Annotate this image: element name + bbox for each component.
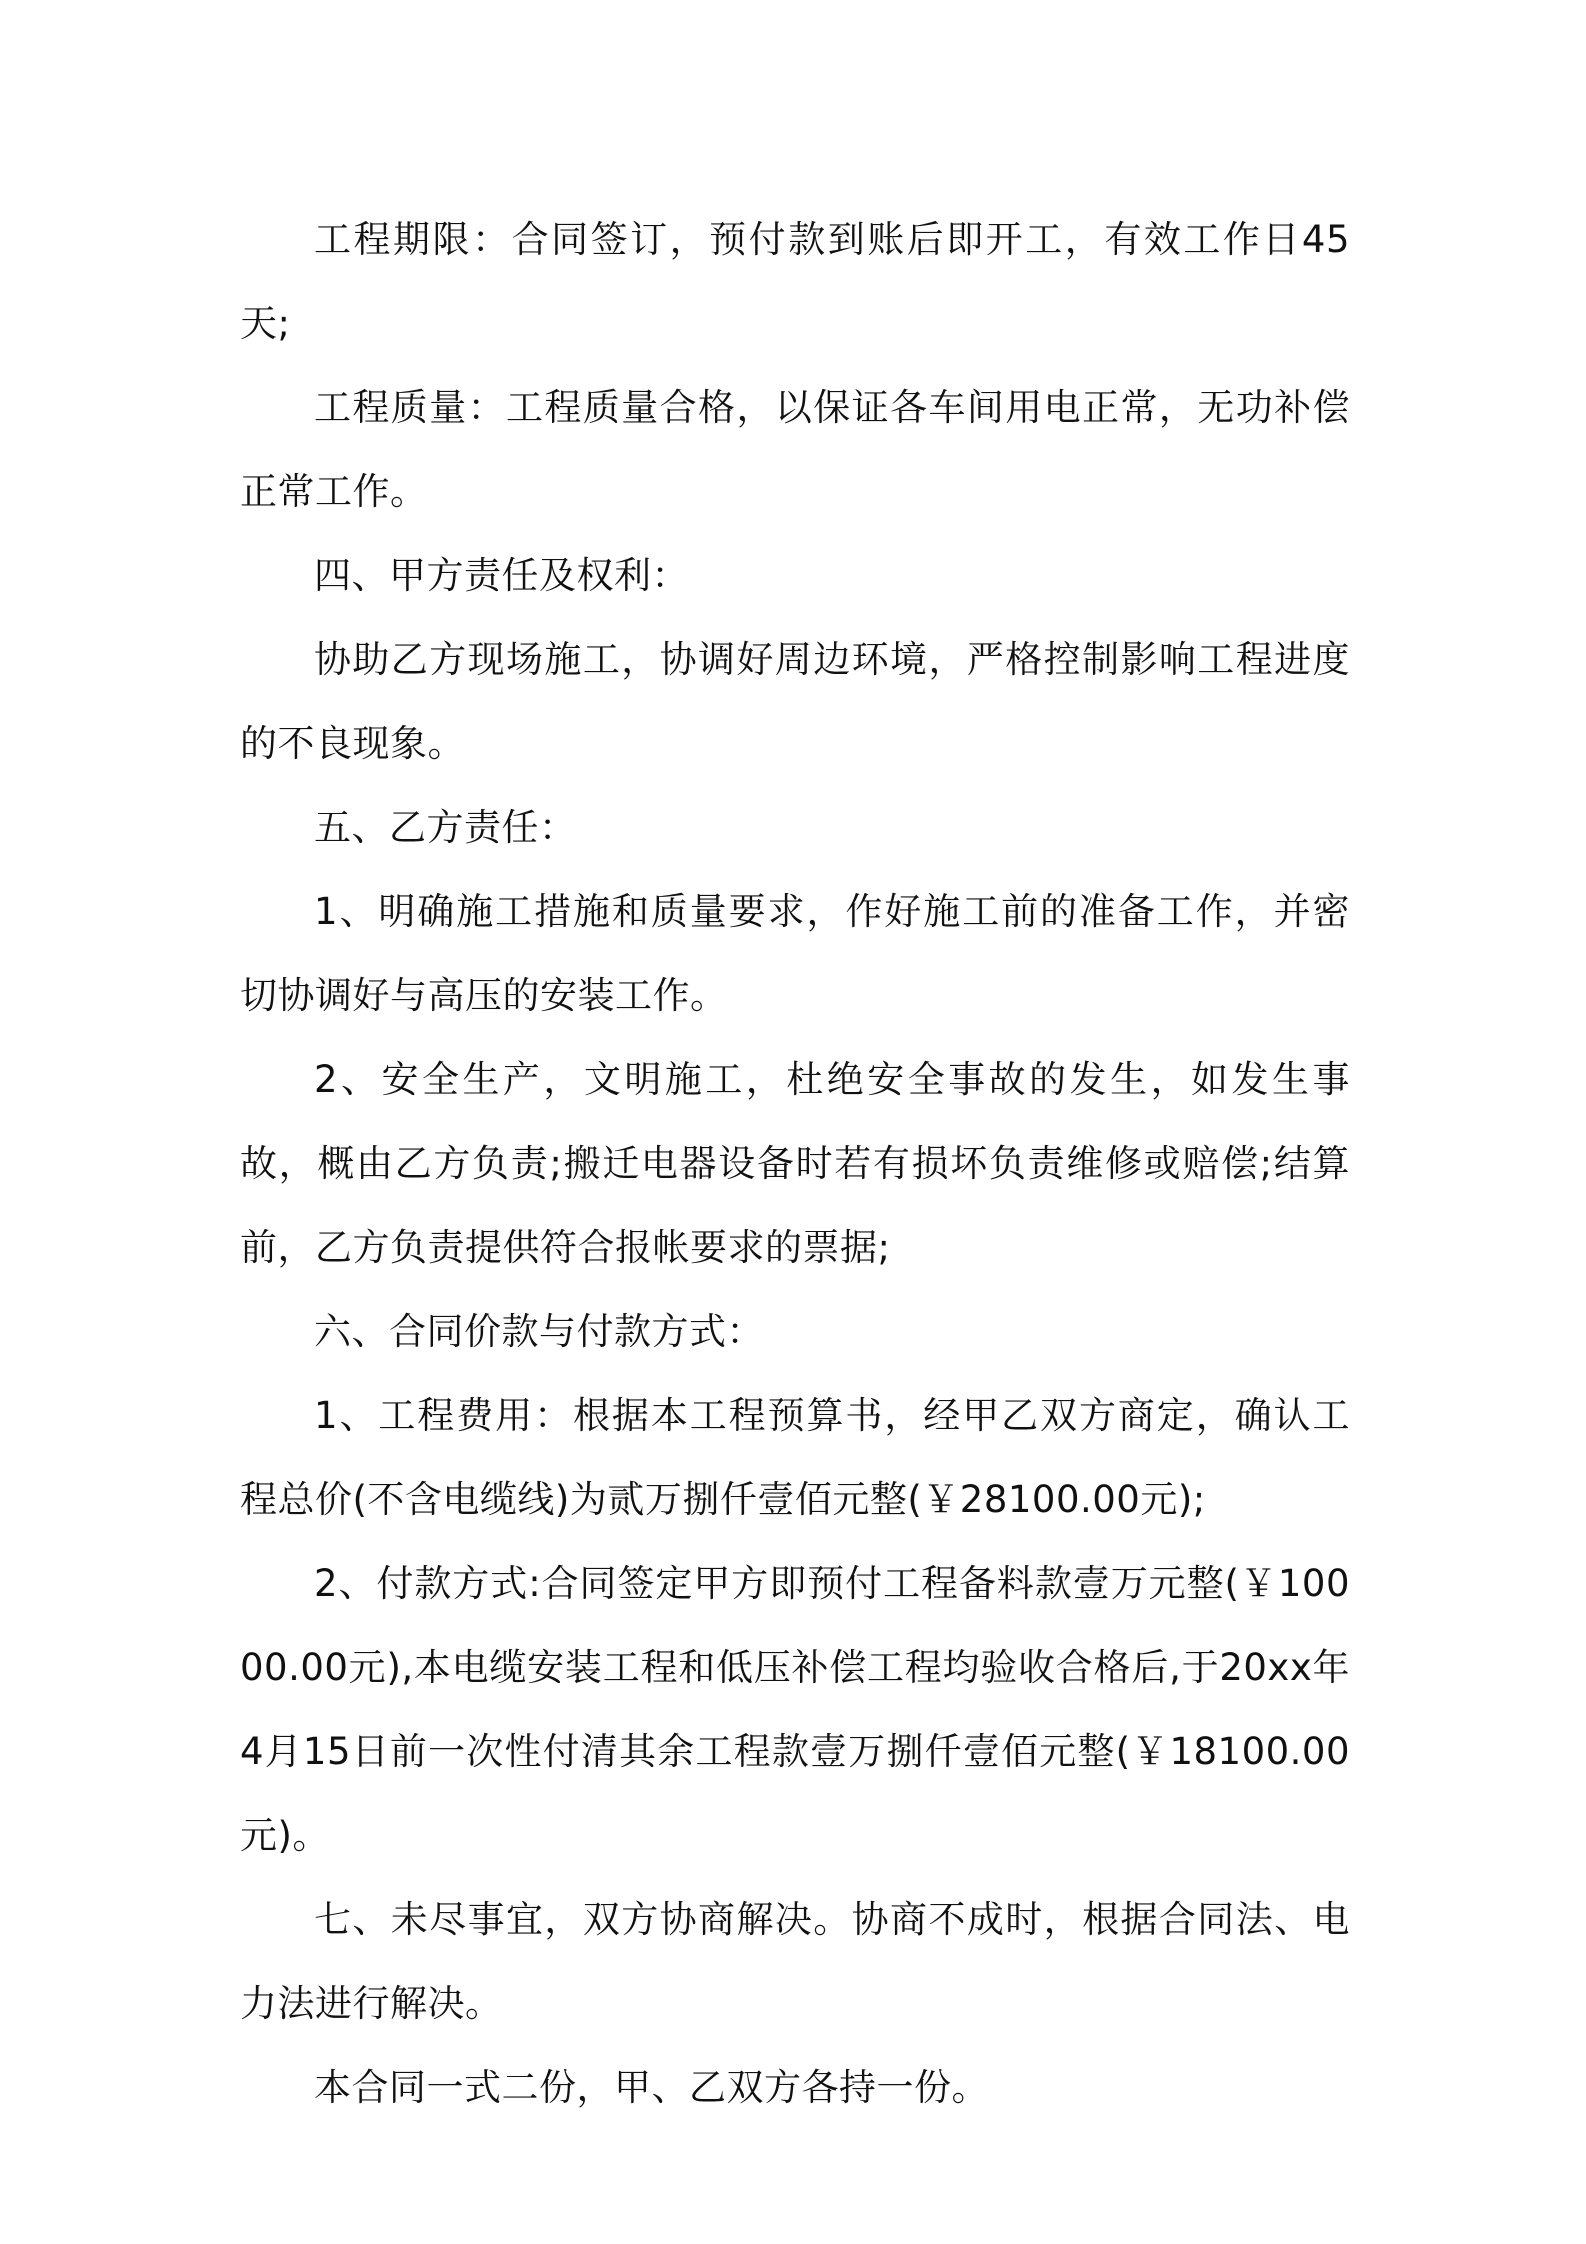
- heading-party-a-responsibilities: 四、甲方责任及权利：: [314, 554, 689, 597]
- paragraph-quality: 工程质量：工程质量合格，以保证各车间用电正常，无功补偿正常工作。: [240, 386, 1350, 513]
- heading-price-and-payment: 六、合同价款与付款方式：: [314, 1310, 764, 1353]
- document-body: [240, 198, 1350, 2130]
- paragraph-party-a-duties: 协助乙方现场施工，协调好周边环境，严格控制影响工程进度的不良现象。: [240, 638, 1350, 765]
- paragraph-party-b-item-2: 2、安全生产，文明施工，杜绝安全事故的发生，如发生事故，概由乙方负责;搬迁电器设备时若有损坏负责维修或赔偿;结算前，乙方负责提供符合报帐要求的票据;: [240, 1058, 1350, 1269]
- paragraph-payment-method: 2、付款方式:合同签定甲方即预付工程备料款壹万元整(￥10000.00元),本电缆安装工程和低压补偿工程均验收合格后,于20xx年4月15日前一次性付清其余工程款壹万捌仟壹佰元整(￥18100.00元)。: [240, 1562, 1350, 1857]
- paragraph-other-matters: 七、未尽事宜，双方协商解决。协商不成时，根据合同法、电力法进行解决。: [240, 1898, 1350, 2025]
- paragraph-duration: 工程期限：合同签订，预付款到账后即开工，有效工作日45天;: [240, 218, 1350, 345]
- heading-party-b-responsibilities: 五、乙方责任：: [314, 806, 577, 849]
- paragraph-cost: 1、工程费用：根据本工程预算书，经甲乙双方商定，确认工程总价(不含电缆线)为贰万捌仟壹佰元整(￥28100.00元);: [240, 1394, 1350, 1521]
- paragraph-copies: 本合同一式二份，甲、乙双方各持一份。: [314, 2066, 989, 2109]
- paragraph-party-b-item-1: 1、明确施工措施和质量要求，作好施工前的准备工作，并密切协调好与高压的安装工作。: [240, 890, 1350, 1017]
